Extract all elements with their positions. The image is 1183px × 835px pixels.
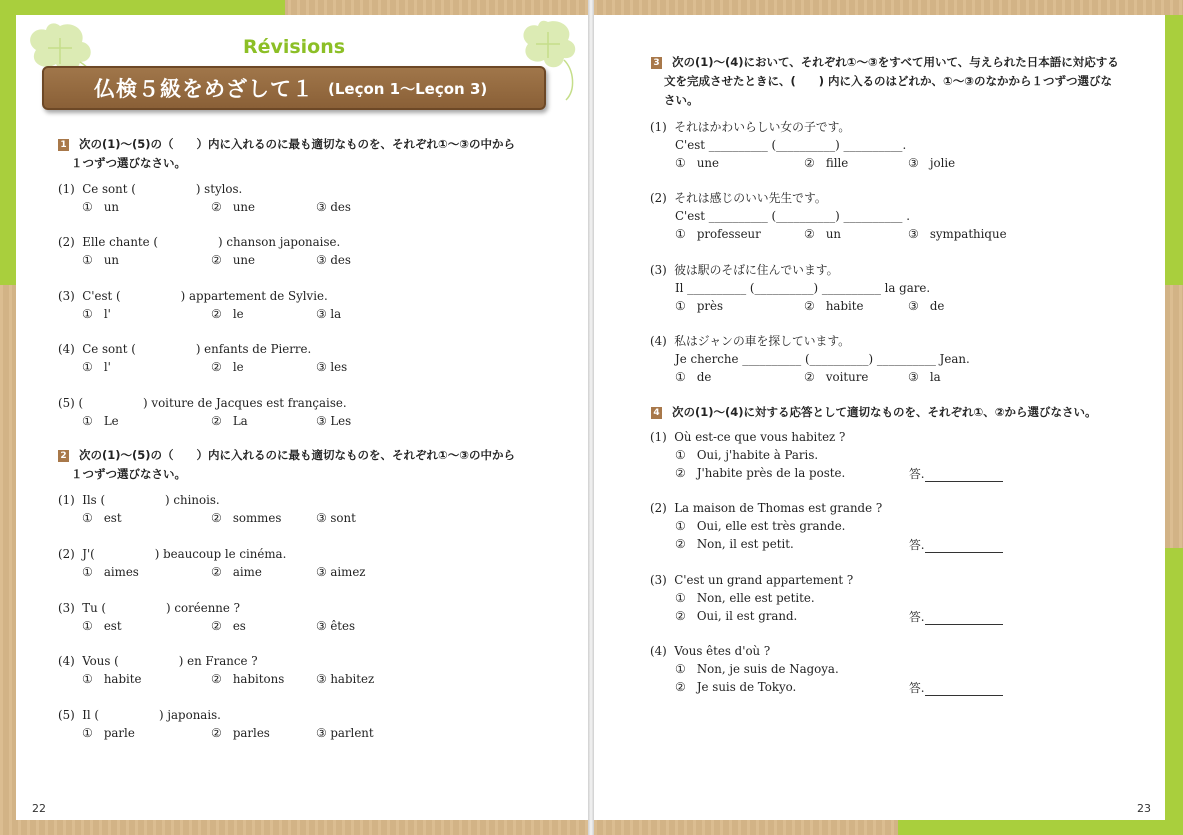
item-stem: (4) Ce sont ( ) enfants de Pierre.: [58, 342, 312, 356]
instruction-line: さい。: [664, 93, 699, 107]
choice-1: ① professeur: [675, 227, 761, 241]
item-sentence-frame: Je cherche __________ (__________) __________ Jean.: [675, 352, 970, 366]
choice-1: ① aimes: [82, 565, 139, 579]
item-prompt-japanese: (1) それはかわいらしい女の子です。: [650, 120, 851, 134]
answer-underline: [925, 682, 1003, 696]
instruction-line: １つずつ選びなさい。: [71, 156, 186, 170]
exercise-1-instructions: [58, 135, 558, 173]
instruction-line: 次の(1)～(4)において、それぞれ①～③をすべて用いて、与えられた日本語に対応する: [672, 55, 1119, 69]
choice-2: ② sommes: [211, 511, 282, 525]
choice-2: ② Je suis de Tokyo.: [675, 680, 797, 694]
section-label: Révisions: [242, 36, 346, 58]
choice-1: ① est: [82, 619, 122, 633]
page-number: 22: [32, 802, 46, 815]
choice-1: ① une: [675, 156, 720, 170]
exercise-2-instructions: [58, 446, 558, 484]
choice-3: ③ la: [316, 307, 342, 321]
choice-3: ③ sympathique: [908, 227, 1007, 241]
choice-2: ② Non, il est petit.: [675, 537, 794, 551]
item-prompt-japanese: (3) 彼は駅のそばに住んでいます。: [650, 263, 839, 277]
decorative-bar-right-bottom: [1165, 548, 1183, 835]
instruction-line: 次の(1)～(5)の（ ）内に入れるのに最も適切なものを、それぞれ①～③の中から: [79, 137, 515, 151]
decorative-bar-bottom: [898, 820, 1183, 835]
choice-1: ① de: [675, 370, 712, 384]
chapter-subtitle: (Leçon 1～Leçon 3): [328, 79, 488, 98]
choice-1: ① l': [82, 307, 111, 321]
exercise-2-item: [58, 599, 558, 635]
item-stem: (3) C'est ( ) appartement de Sylvie.: [58, 289, 328, 303]
item-stem: (2) J'( ) beaucoup le cinéma.: [58, 547, 287, 561]
exercise-number-badge: 1: [58, 139, 69, 151]
answer-blank[interactable]: [909, 465, 1003, 482]
answer-underline: [925, 539, 1003, 553]
choice-2: ② habite: [804, 299, 864, 313]
item-stem: (5) ( ) voiture de Jacques est française.: [58, 396, 347, 410]
exercise-4-item: [650, 571, 1150, 625]
choice-2: ② le: [211, 360, 244, 374]
item-stem: (2) Elle chante ( ) chanson japonaise.: [58, 235, 341, 249]
exercise-4-item: [650, 642, 1150, 696]
exercise-number-badge: 2: [58, 450, 69, 462]
exercise-4-item: [650, 499, 1150, 553]
choice-3: ③ les: [316, 360, 348, 374]
answer-blank[interactable]: [909, 608, 1003, 625]
exercise-1-item: [58, 233, 558, 269]
item-prompt-japanese: (4) 私はジャンの車を探しています。: [650, 334, 850, 348]
exercise-3-item: [650, 189, 1150, 243]
item-sentence-frame: C'est __________ (__________) __________ .: [675, 209, 910, 223]
choice-3: ③ de: [908, 299, 945, 313]
exercise-2-item: [58, 545, 558, 581]
answer-label: 答.: [909, 538, 925, 552]
choice-1: ① Non, je suis de Nagoya.: [675, 662, 839, 676]
chapter-title: 仏検５級をめざして１: [94, 77, 314, 101]
choice-3: ③ aimez: [316, 565, 366, 579]
choice-2: ② voiture: [804, 370, 869, 384]
exercise-1-item: [58, 287, 558, 323]
chapter-title-banner: [42, 66, 546, 110]
item-sentence-frame: C'est __________ (__________) __________.: [675, 138, 907, 152]
answer-label: 答.: [909, 467, 925, 481]
exercise-2-item: [58, 491, 558, 527]
choice-3: ③ jolie: [908, 156, 956, 170]
item-stem: (5) Il ( ) japonais.: [58, 708, 221, 722]
exercise-number-badge: 4: [651, 407, 662, 419]
choice-1: ① un: [82, 200, 120, 214]
answer-label: 答.: [909, 610, 925, 624]
choice-3: ③ des: [316, 200, 351, 214]
answer-underline: [925, 611, 1003, 625]
choice-2: ② aime: [211, 565, 262, 579]
exercise-3-instructions: [651, 53, 1141, 110]
item-question: (3) C'est un grand appartement ?: [650, 573, 854, 587]
choice-3: ③ êtes: [316, 619, 356, 633]
exercise-1-item: [58, 180, 558, 216]
instruction-line: 文を完成させたときに、( ) 内に入るのはどれか、①～③のなかから１つずつ選びな: [664, 74, 1112, 88]
exercise-2-item: [58, 706, 558, 742]
choice-1: ① habite: [82, 672, 142, 686]
exercise-3-item: [650, 261, 1150, 315]
choice-3: ③ Les: [316, 414, 352, 428]
answer-underline: [925, 468, 1003, 482]
item-question: (1) Où est-ce que vous habitez ?: [650, 430, 846, 444]
choice-2: ② une: [211, 200, 256, 214]
exercise-4-instructions: [651, 403, 1141, 422]
item-stem: (1) Ils ( ) chinois.: [58, 493, 220, 507]
answer-blank[interactable]: [909, 679, 1003, 696]
choice-3: ③ parlent: [316, 726, 374, 740]
choice-3: ③ la: [908, 370, 941, 384]
choice-2: ② le: [211, 307, 244, 321]
instruction-line: １つずつ選びなさい。: [71, 467, 186, 481]
exercise-3-item: [650, 118, 1150, 172]
choice-3: ③ habitez: [316, 672, 375, 686]
choice-2: ② J'habite près de la poste.: [675, 466, 846, 480]
choice-1: ① Le: [82, 414, 119, 428]
choice-3: ③ des: [316, 253, 351, 267]
decorative-bar-top: [0, 0, 285, 15]
choice-2: ② un: [804, 227, 842, 241]
instruction-line: 次の(1)～(4)に対する応答として適切なものを、それぞれ①、②から選びなさい。: [672, 405, 1097, 419]
decorative-bar-right: [1165, 15, 1183, 285]
choice-1: ① Oui, elle est très grande.: [675, 519, 846, 533]
item-stem: (4) Vous ( ) en France ?: [58, 654, 258, 668]
answer-label: 答.: [909, 681, 925, 695]
item-sentence-frame: Il __________ (__________) __________ la gare.: [675, 281, 931, 295]
exercise-2-item: [58, 652, 558, 688]
choice-3: ③ sont: [316, 511, 356, 525]
exercise-3-item: [650, 332, 1150, 386]
choice-2: ② fille: [804, 156, 849, 170]
page-number: 23: [1137, 802, 1151, 815]
item-prompt-japanese: (2) それは感じのいい先生です。: [650, 191, 827, 205]
instruction-line: 次の(1)～(5)の（ ）内に入れるのに最も適切なものを、それぞれ①～③の中から: [79, 448, 515, 462]
choice-2: ② es: [211, 619, 246, 633]
choice-1: ① un: [82, 253, 120, 267]
choice-2: ② Oui, il est grand.: [675, 609, 798, 623]
answer-blank[interactable]: [909, 536, 1003, 553]
item-stem: (1) Ce sont ( ) stylos.: [58, 182, 243, 196]
item-question: (2) La maison de Thomas est grande ?: [650, 501, 883, 515]
choice-1: ① Non, elle est petite.: [675, 591, 815, 605]
choice-1: ① parle: [82, 726, 135, 740]
item-stem: (3) Tu ( ) coréenne ?: [58, 601, 240, 615]
choice-1: ① est: [82, 511, 122, 525]
decorative-bar-left: [0, 0, 16, 285]
choice-2: ② une: [211, 253, 256, 267]
item-question: (4) Vous êtes d'où ?: [650, 644, 771, 658]
exercise-number-badge: 3: [651, 57, 662, 69]
choice-2: ② parles: [211, 726, 270, 740]
choice-2: ② La: [211, 414, 248, 428]
exercise-1-item: [58, 394, 558, 430]
exercise-1-item: [58, 340, 558, 376]
choice-1: ① près: [675, 299, 724, 313]
choice-1: ① l': [82, 360, 111, 374]
exercise-4-item: [650, 428, 1150, 482]
choice-2: ② habitons: [211, 672, 285, 686]
choice-1: ① Oui, j'habite à Paris.: [675, 448, 819, 462]
